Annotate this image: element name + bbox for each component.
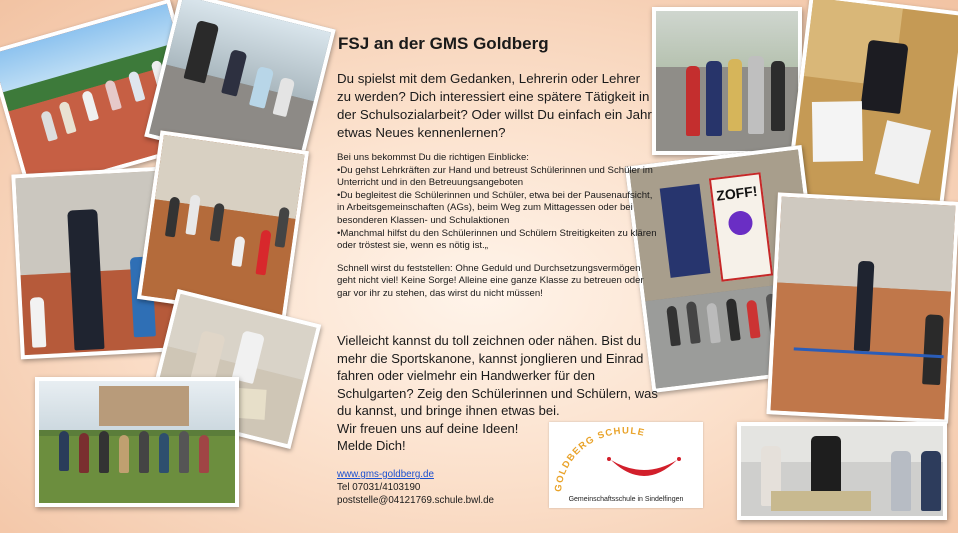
details-section	[337, 152, 659, 301]
logo-text: GOLDBERG SCHULE	[552, 425, 647, 493]
photo-baking	[737, 422, 947, 520]
logo-caption: Gemeinschaftsschule in Sindelfingen	[568, 496, 684, 503]
contact-block	[337, 468, 494, 507]
phone-number: Tel 07031/4103190	[337, 482, 421, 493]
bullet-item: •Du gehst Lehrkräften zur Hand und betreust Schülerinnen und Schüler im Unterricht und in den Betreuungsangeboten	[337, 164, 653, 189]
smile-icon	[611, 460, 677, 476]
reassurance-text: Schnell wirst du feststellen: Ohne Geduld und Durchsetzungsvermögen geht nicht viel! Keine Sorge! Alleine eine ganze Klasse zu betreuen oder gar vor ihr zu stehen, das wirst du nicht müssen!	[337, 262, 644, 299]
photo-gym-exercise	[766, 192, 958, 423]
details-lead: Bei uns bekommst Du die richtigen Einblicke:	[337, 152, 529, 163]
photo-worksheets	[785, 0, 958, 216]
intro-text: Du spielst mit dem Gedanken, Lehrerin oder Lehrer zu werden? Dich interessiert eine spätere Tätigkeit in der Schulsozialarbeit? Oder willst Du einfach ein Jahr etwas Neues kennenlernen?	[337, 71, 652, 140]
svg-text:GOLDBERG SCHULE	[553, 426, 646, 493]
poster-zoff-text: ZOFF!	[715, 182, 759, 204]
email-address: poststelle@04121769.schule.bwl.de	[337, 495, 495, 506]
photo-schoolyard-group	[652, 7, 802, 155]
website-link[interactable]: www.gms-goldberg.de	[337, 469, 434, 480]
school-logo	[549, 422, 703, 508]
closing-line-contact: Melde Dich!	[337, 438, 406, 453]
closing-paragraph: Vielleicht kannst du toll zeichnen oder nähen. Bist du mehr die Sportskanone, kannst jonglieren und Einrad fahren oder vielmehr ein Handwerker für den Schulgarten? Zeig den Schülerinnen und Schülern, was du kannst, und bringe ihnen etwas bei.	[337, 333, 658, 418]
photo-group-autumn	[35, 377, 239, 507]
bullet-item: •Du begleitest die Schülerinnen und Schüler, etwa bei der Pausenaufsicht, in Arbeitsgemeinschaften (AGs), beim Weg zum Mittagessen oder bei besonderen Klassen- und Schulaktionen	[337, 189, 653, 226]
page-title: FSJ an der GMS Goldberg	[338, 34, 549, 53]
bullet-item: •Manchmal hilfst du den Schülerinnen und Schülern Streitigkeiten zu klären oder tröstest sie, wenn es nötig ist.„	[337, 227, 657, 252]
closing-line-ideas: Wir freuen uns auf deine Ideen!	[337, 420, 519, 436]
photo-gym-children	[137, 130, 309, 319]
